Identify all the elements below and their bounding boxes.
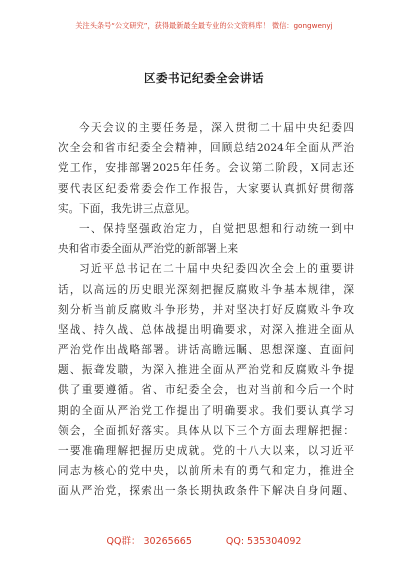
body-line: 严治党作出战略部署。讲话高瞻远瞩、思想深邃、直面问 [58, 344, 354, 357]
body-line: 实。下面，我先讲三点意见。 [58, 202, 196, 215]
body-line: 供了重要遵循。省、市纪委全会，也对当前和今后一个时 [58, 384, 354, 397]
top-banner: 关注头条号“公文研究”，获得最新最全最专业的公文资料库！ 微信：gongwenyj [75, 21, 333, 30]
section-heading-line: 央和省市委全面从严治党的新部署上来 [58, 243, 239, 256]
body-line: 坚战、持久战、总体战提出明确要求，对深入推进全面从 [58, 323, 354, 336]
footer-contact [0, 536, 408, 548]
body-line: 刻分析当前反腐败斗争形势，并对坚决打好反腐败斗争攻 [58, 303, 354, 316]
body-line: 要代表区纪委常委会作工作报告，大家要认真抓好贯彻落 [58, 182, 354, 195]
body-line: 题、振聋发聩，为深入推进全面从严治党和反腐败斗争提 [58, 364, 354, 377]
document-body [58, 118, 354, 502]
body-line: 同志为核心的党中央，以前所未有的勇气和定力，推进全 [58, 465, 354, 478]
body-line: 话，以高远的历史眼光深刻把握反腐败斗争基本规律，深 [58, 283, 354, 296]
body-line: 面从严治党，探索出一条长期执政条件下解决自身问题、 [58, 485, 354, 498]
body-line: 今天会议的主要任务是，深入贯彻二十届中央纪委四 [79, 122, 354, 134]
body-line: 期的全面从严治党工作提出了明确要求。我们要认真学习 [58, 404, 354, 417]
document-title: 区委书记纪委全会讲话 [144, 71, 264, 85]
body-line: 习近平总书记在二十届中央纪委四次全会上的重要讲 [79, 263, 354, 276]
body-line: 领会，全面抓好落实。具体从以下三个方面去理解把握： [58, 424, 354, 437]
body-line: 一要准确理解把握历史成就。党的十八大以来，以习近平 [58, 445, 354, 457]
footer-qq-group: QQ群： 30265665 [106, 536, 192, 547]
section-heading-line: 一、保持坚强政治定力，自觉把思想和行动统一到中 [79, 222, 354, 235]
footer-qq-number: QQ: 535304092 [225, 536, 302, 547]
body-line: 次全会和省市纪委全会精神，回顾总结2024年全面从严治 [58, 142, 354, 155]
body-line: 党工作，安排部署2025年任务。会议第二阶段，X同志还 [58, 162, 354, 175]
